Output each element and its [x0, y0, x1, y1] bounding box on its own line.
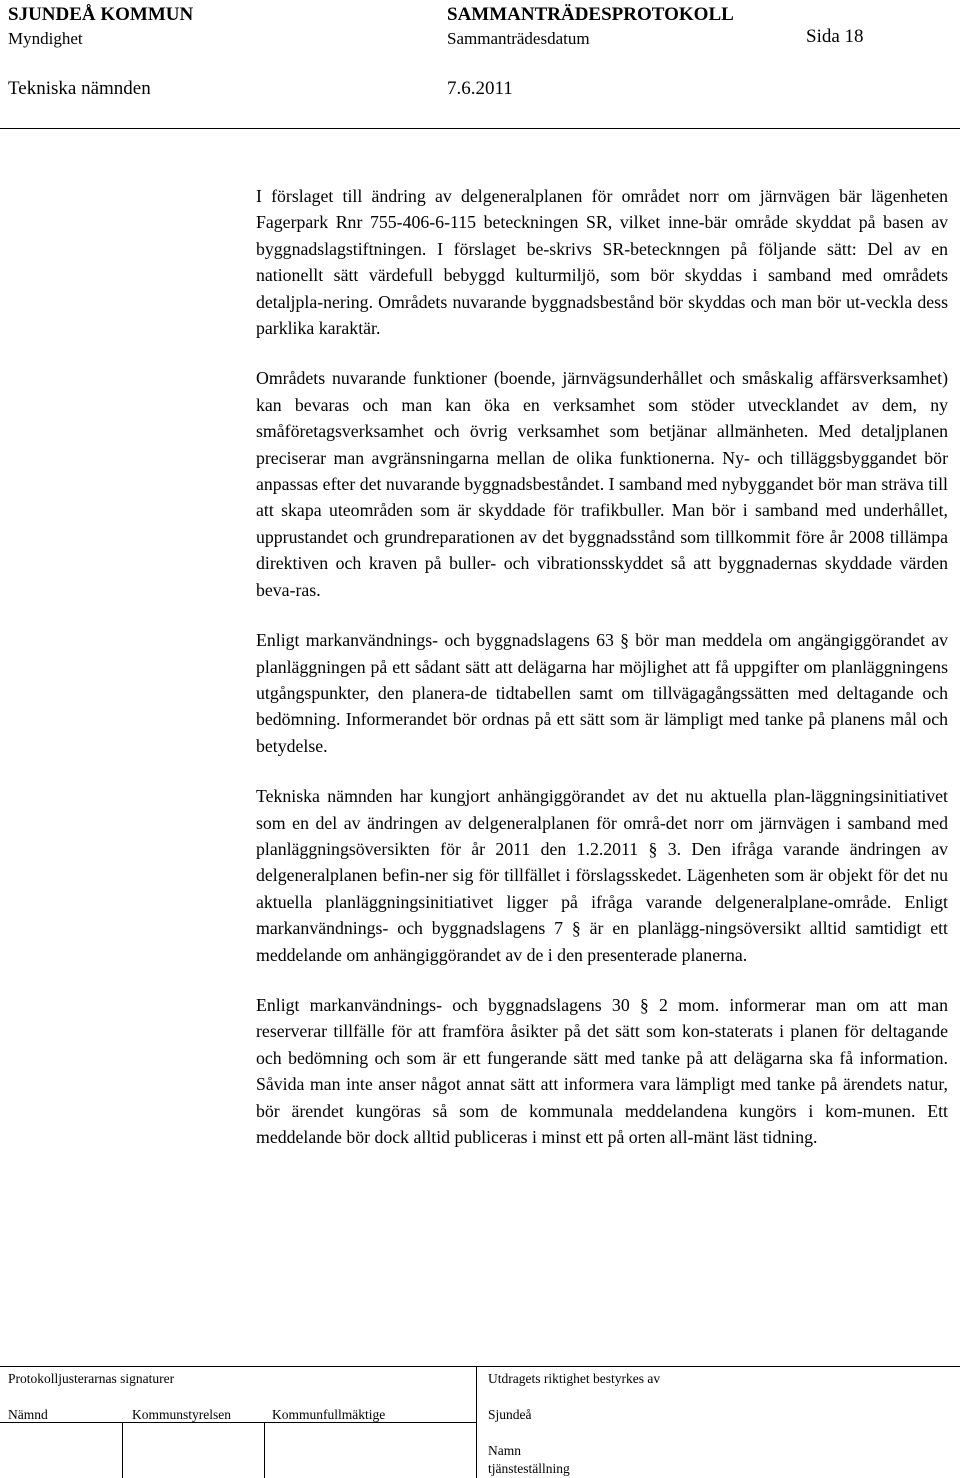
committee-column-label: Nämnd	[8, 1407, 48, 1422]
paragraph: Enligt markanvändnings- och byggnadslagens 63 § bör man meddela om angängiggörandet av planläggningen på ett sådant sätt att delägarna har möjlighet att få uppgifter om planläggningens utgångspunkter, den planera-de tidtabellen samt om tillvägagångssätten med deltagande och bedömning. Informerandet bör ordnas på ett sätt som är lämpligt med tanke på planens mål och betydelse.	[256, 630, 948, 756]
authority-label: Myndighet	[8, 29, 83, 48]
certify-place: Sjundeå	[488, 1407, 532, 1422]
paragraph: Områdets nuvarande funktioner (boende, järnvägsunderhållet och småskalig affärsverksamhet) kan bevaras och man kan öka en verksamhet som stöder utvecklandet av dem, ny småföretagsverksamhet och övrig verksamhet som betjänar allmänheten. Med detaljplanen preciserar man avgränsningarna mellan de olika funktionerna. Ny- och tilläggsbyggandet bör anpassas efter det nuvarande byggnadsbeståndet. I samband med nybyggandet bör man sträva till att skapa uteområden som är skyddade för trafikbuller. Man bör i samband med underhållet, upprustandet och grundreparationen av det byggnadsstånd som tillkommit före år 2008 tillämpa direktiven och kraven på buller- och vibrationsskyddet så att byggnadernas skyddade värden beva-ras.	[256, 368, 948, 600]
footer-column-divider	[476, 1366, 477, 1478]
organization-name: SJUNDEÅ KOMMUN	[8, 4, 194, 25]
footer-cell-divider	[122, 1422, 123, 1478]
board-column-label: Kommunstyrelsen	[132, 1407, 231, 1422]
header-divider	[0, 128, 960, 129]
certify-name-label: Namn	[488, 1443, 521, 1458]
paragraph: I förslaget till ändring av delgeneralplanen för området norr om järnvägen bär lägenheten Fagerpark Rnr 755-406-6-115 beteckningen SR, vilket inne-bär område skyddat på basen av byggnadslagstiftningen. I förslaget be-skrivs SR-betecknngen på följande sätt: Del av en nationellt sätt värdefull bebyggd kulturmiljö, som bör skyddas i samband med områdets detaljpla-nering. Områdets nuvarande byggnadsbestånd bör skyddas och man bör ut-veckla dess parklika karaktär.	[256, 186, 948, 339]
meeting-date-label: Sammanträdesdatum	[447, 29, 590, 48]
body-text	[256, 183, 948, 1150]
page-number: Sida 18	[806, 26, 864, 47]
paragraph: Enligt markanvändnings- och byggnadslagens 30 § 2 mom. informerar man om att man reserverar tillfälle för att framföra åsikter på det sätt som kon-staterats i planen för deltagande och bedömning och som är ett fungerande sätt med tanke på att delägarna ska få information. Såvida man inte anser något annat sätt att informera vara lämpligt med tanke på ärendets natur, bör ärendet kungöras så som de kommunala meddelandena kungörs i kom-munen. Ett meddelande bör dock alltid publiceras i minst ett på orten all-mänt läst tidning.	[256, 994, 948, 1147]
footer-cell-divider	[264, 1422, 265, 1478]
paragraph: Tekniska nämnden har kungjort anhängiggörandet av det nu aktuella plan-läggningsinitiativet som en del av ändringen av delgeneralplanen för områ-det norr om järnvägen i samband med planläggningsöversikten för år 2011 den 1.2.2011 § 3. Den ifråga varande ändringen av delgeneralplanen befin-ner sig för tillfället i förslagsskedet. Lägenheten som är objekt för det nu aktuella planläggningsinitiativet ligger på ifråga varande delgeneralplane-område. Enligt markanvändnings- och byggnadslagens 7 § är en planlägg-ningsöversikt alltid samtidigt ett meddelande om anhängiggörandet av de i den presenterade planerna.	[256, 786, 948, 965]
certify-position-label: tjänsteställning	[488, 1461, 570, 1476]
council-column-label: Kommunfullmäktige	[272, 1407, 386, 1422]
meeting-date: 7.6.2011	[447, 78, 513, 99]
certify-label: Utdragets riktighet bestyrkes av	[488, 1371, 661, 1386]
signatures-label: Protokolljusterarnas signaturer	[8, 1371, 175, 1386]
footer-top-divider	[0, 1366, 960, 1367]
footer-signature-divider	[0, 1422, 476, 1423]
authority-name: Tekniska nämnden	[8, 78, 151, 99]
document-type: SAMMANTRÄDESPROTOKOLL	[447, 4, 734, 25]
